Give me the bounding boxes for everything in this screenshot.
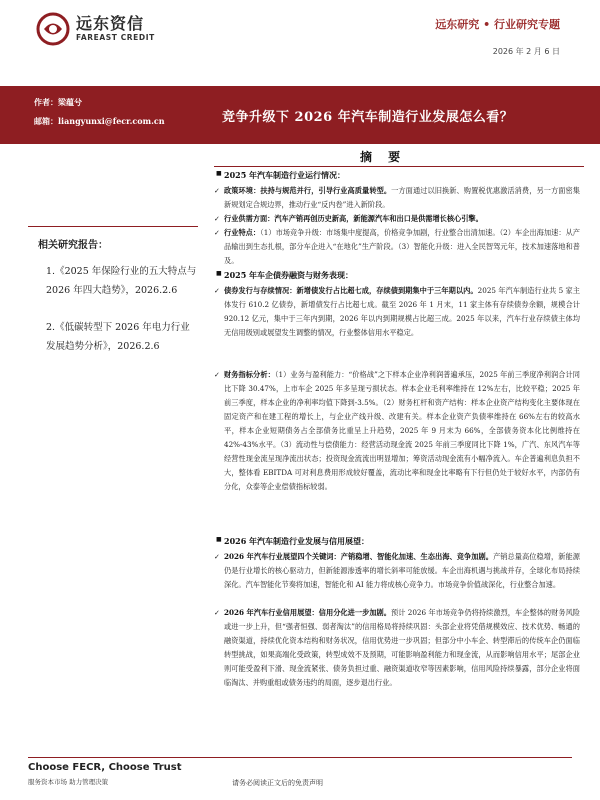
paragraph-lead: 行业供需方面：汽车产销再创历史新高，新能源汽车和出口是供需增长核心引擎。	[224, 214, 483, 223]
logo-en-name: FAREAST CREDIT	[76, 33, 155, 42]
section-heading: ■ 2026 年汽车制造行业发展与信用展望：	[224, 536, 369, 547]
related-report-item[interactable]: 2.《低碳转型下 2026 年电力行业发展趋势分析》，2026.2.6	[46, 322, 190, 352]
paragraph-body: 一方面通过以旧换新、购置税优惠激活消费，另一方面密集新规划定合规边界，推动行业“反内卷”进入新阶段。	[224, 186, 580, 209]
paragraph-body: 产销总量高位稳增，新能源仍是行业增长的核心驱动力，但新能源渗透率的增长斜率可能放缓。车企出海机遇与挑战并存，全球化布局持续深化。汽车智能化节奏将加速，智能化和 AI 能力将成核心竞争力。市场竞争价值战深化，行业整合加速。	[224, 552, 580, 589]
section-heading: ■ 2025 年汽车制造行业运行情况：	[224, 170, 345, 181]
author: 作者：梁蕴兮	[34, 97, 82, 107]
paragraph-lead: 政策环境：扶持与规范并行，引导行业高质量转型。	[224, 186, 392, 195]
summary-paragraph	[224, 368, 580, 494]
paragraph-body: 2025 年汽车制造行业共 5 家主体发行 610.2 亿债券，新增债发行占比超七成。截至 2026 年 1 月末，11 家主体有存续债券余额，规模合计 920.12 亿元，集中于三年内到期，2026 年以内到期规模占比超三成。2025 年以来，汽车行业存续债主体均无信用级别或展望发生调整的情况，行业整体信用水平稳定。	[224, 286, 580, 337]
related-reports-title: 相关研究报告：	[38, 240, 108, 251]
document-title: 竞争升级下 2026 年汽车制造行业发展怎么看？	[222, 110, 514, 125]
author-email: 邮箱：liangyunxi@fecr.com.cn	[34, 116, 165, 126]
footer-divider	[28, 757, 572, 758]
paragraph-lead: 2026 年汽车行业展望四个关键词：产销稳增、智能化加速、生态出海、竞争加剧。	[224, 552, 494, 561]
footer-tagline: 服务资本市场 助力管理决策	[28, 778, 109, 786]
paragraph-lead: 行业特点：	[224, 228, 261, 237]
paragraph-body: 预计 2026 年市场竞争仍将持续激烈，车企整体的财务风险或进一步上升，但“强者恒强、弱者淘汰”的信用格局将持续巩固：头部企业将凭借规模效应、技术优势、畅通的融资渠道，持续优化资本结构和财务状况，信用优势进一步巩固；但部分中小车企、转型滞后的传统车企仍面临转型挑战，如果高端化受政策，转型成效不及预期，可能影响盈利能力和现金流，从而影响信用水平；尾部企业则可能受盈利下滑、现金流紧张、债务负担过重、融资渠道收窄等因素影响，信用风险持续暴露，部分企业将面临淘汰、并购重组或债务违约的局面，逐步退出行业。	[224, 608, 580, 687]
summary-heading: 摘 要	[360, 150, 407, 164]
logo-emblem-icon	[36, 12, 70, 46]
footer-slogan: Choose FECR, Choose Trust	[28, 762, 182, 773]
company-logo	[36, 12, 155, 46]
logo-cn-name: 远东资信	[76, 14, 145, 33]
paragraph-body: （1）市场竞争升级：市场集中度提高，价格竞争加剧，行业整合出清加速。（2）车企出海加速：从产品输出到生态扎根，部分车企进入“在地化”生产阶段。（3）智能化升级：进入全民智驾元年，技术加速落地和普及。	[224, 228, 580, 265]
footer-disclaimer: 请务必阅读正文后的免责声明	[232, 779, 323, 787]
logo-wordmark	[76, 15, 155, 43]
summary-paragraph	[224, 184, 580, 212]
paragraph-body: （1）业务与盈利能力：“价格战”之下样本企业净利润普遍承压，2025 年前三季度净利润合计同比下降 30.47%，上市车企 2025 年多呈现亏损状态。样本企业毛利率维持在 12%左右，比较平稳；2025 年前三季度，样本企业的净利率均值下降到-3.5%。（2）财务杠杆和资产结构：样本企业资产结构变化主要体现在固定资产和在建工程的增长上，与企业产线升级、改建有关。样本企业资产负债率维持在 66%左右的较高水平，样本企业短期债务占全部债务比重呈上升趋势，2025 年 9 月末为 66%，全部债务资本化比例维持在 42%-43%水平。（3）流动性与偿债能力：经营活动现金流 2025 年前三季度同比下降 1%，广汽、东风汽车等经营性现金流呈现净流出状态；投资现金流流出明显增加；筹资活动现金流有小幅净流入。车企普遍利息负担不大，整体看 EBITDA 可对利息费用形成较好覆盖，流动比率和现金比率略有下行但仍处于较好水平，内部仍有分化，众泰等企业偿债指标较弱。	[224, 370, 580, 491]
paragraph-lead: 2026 年汽车行业信用展望：信用分化进一步加剧。	[224, 608, 391, 617]
report-series: 远东研究 • 行业研究专题	[435, 18, 560, 31]
summary-divider	[214, 166, 584, 167]
summary-paragraph	[224, 606, 580, 690]
section-heading: ■ 2025 年车企债券融资与财务表现：	[224, 270, 353, 281]
related-report-item[interactable]: 1.《2025 年保险行业的五大特点与 2026 年四大趋势》，2026.2.6	[46, 266, 197, 296]
summary-paragraph	[224, 226, 580, 268]
summary-paragraph	[224, 212, 580, 226]
summary-paragraph	[224, 550, 580, 592]
paragraph-lead: 债券发行与存续情况：新增债发行占比超七成，存续债到期集中于三年期以内。	[224, 286, 478, 295]
summary-paragraph	[224, 284, 580, 340]
paragraph-lead: 财务指标分析：	[224, 370, 275, 379]
report-date: 2026 年 2 月 6 日	[492, 47, 560, 56]
